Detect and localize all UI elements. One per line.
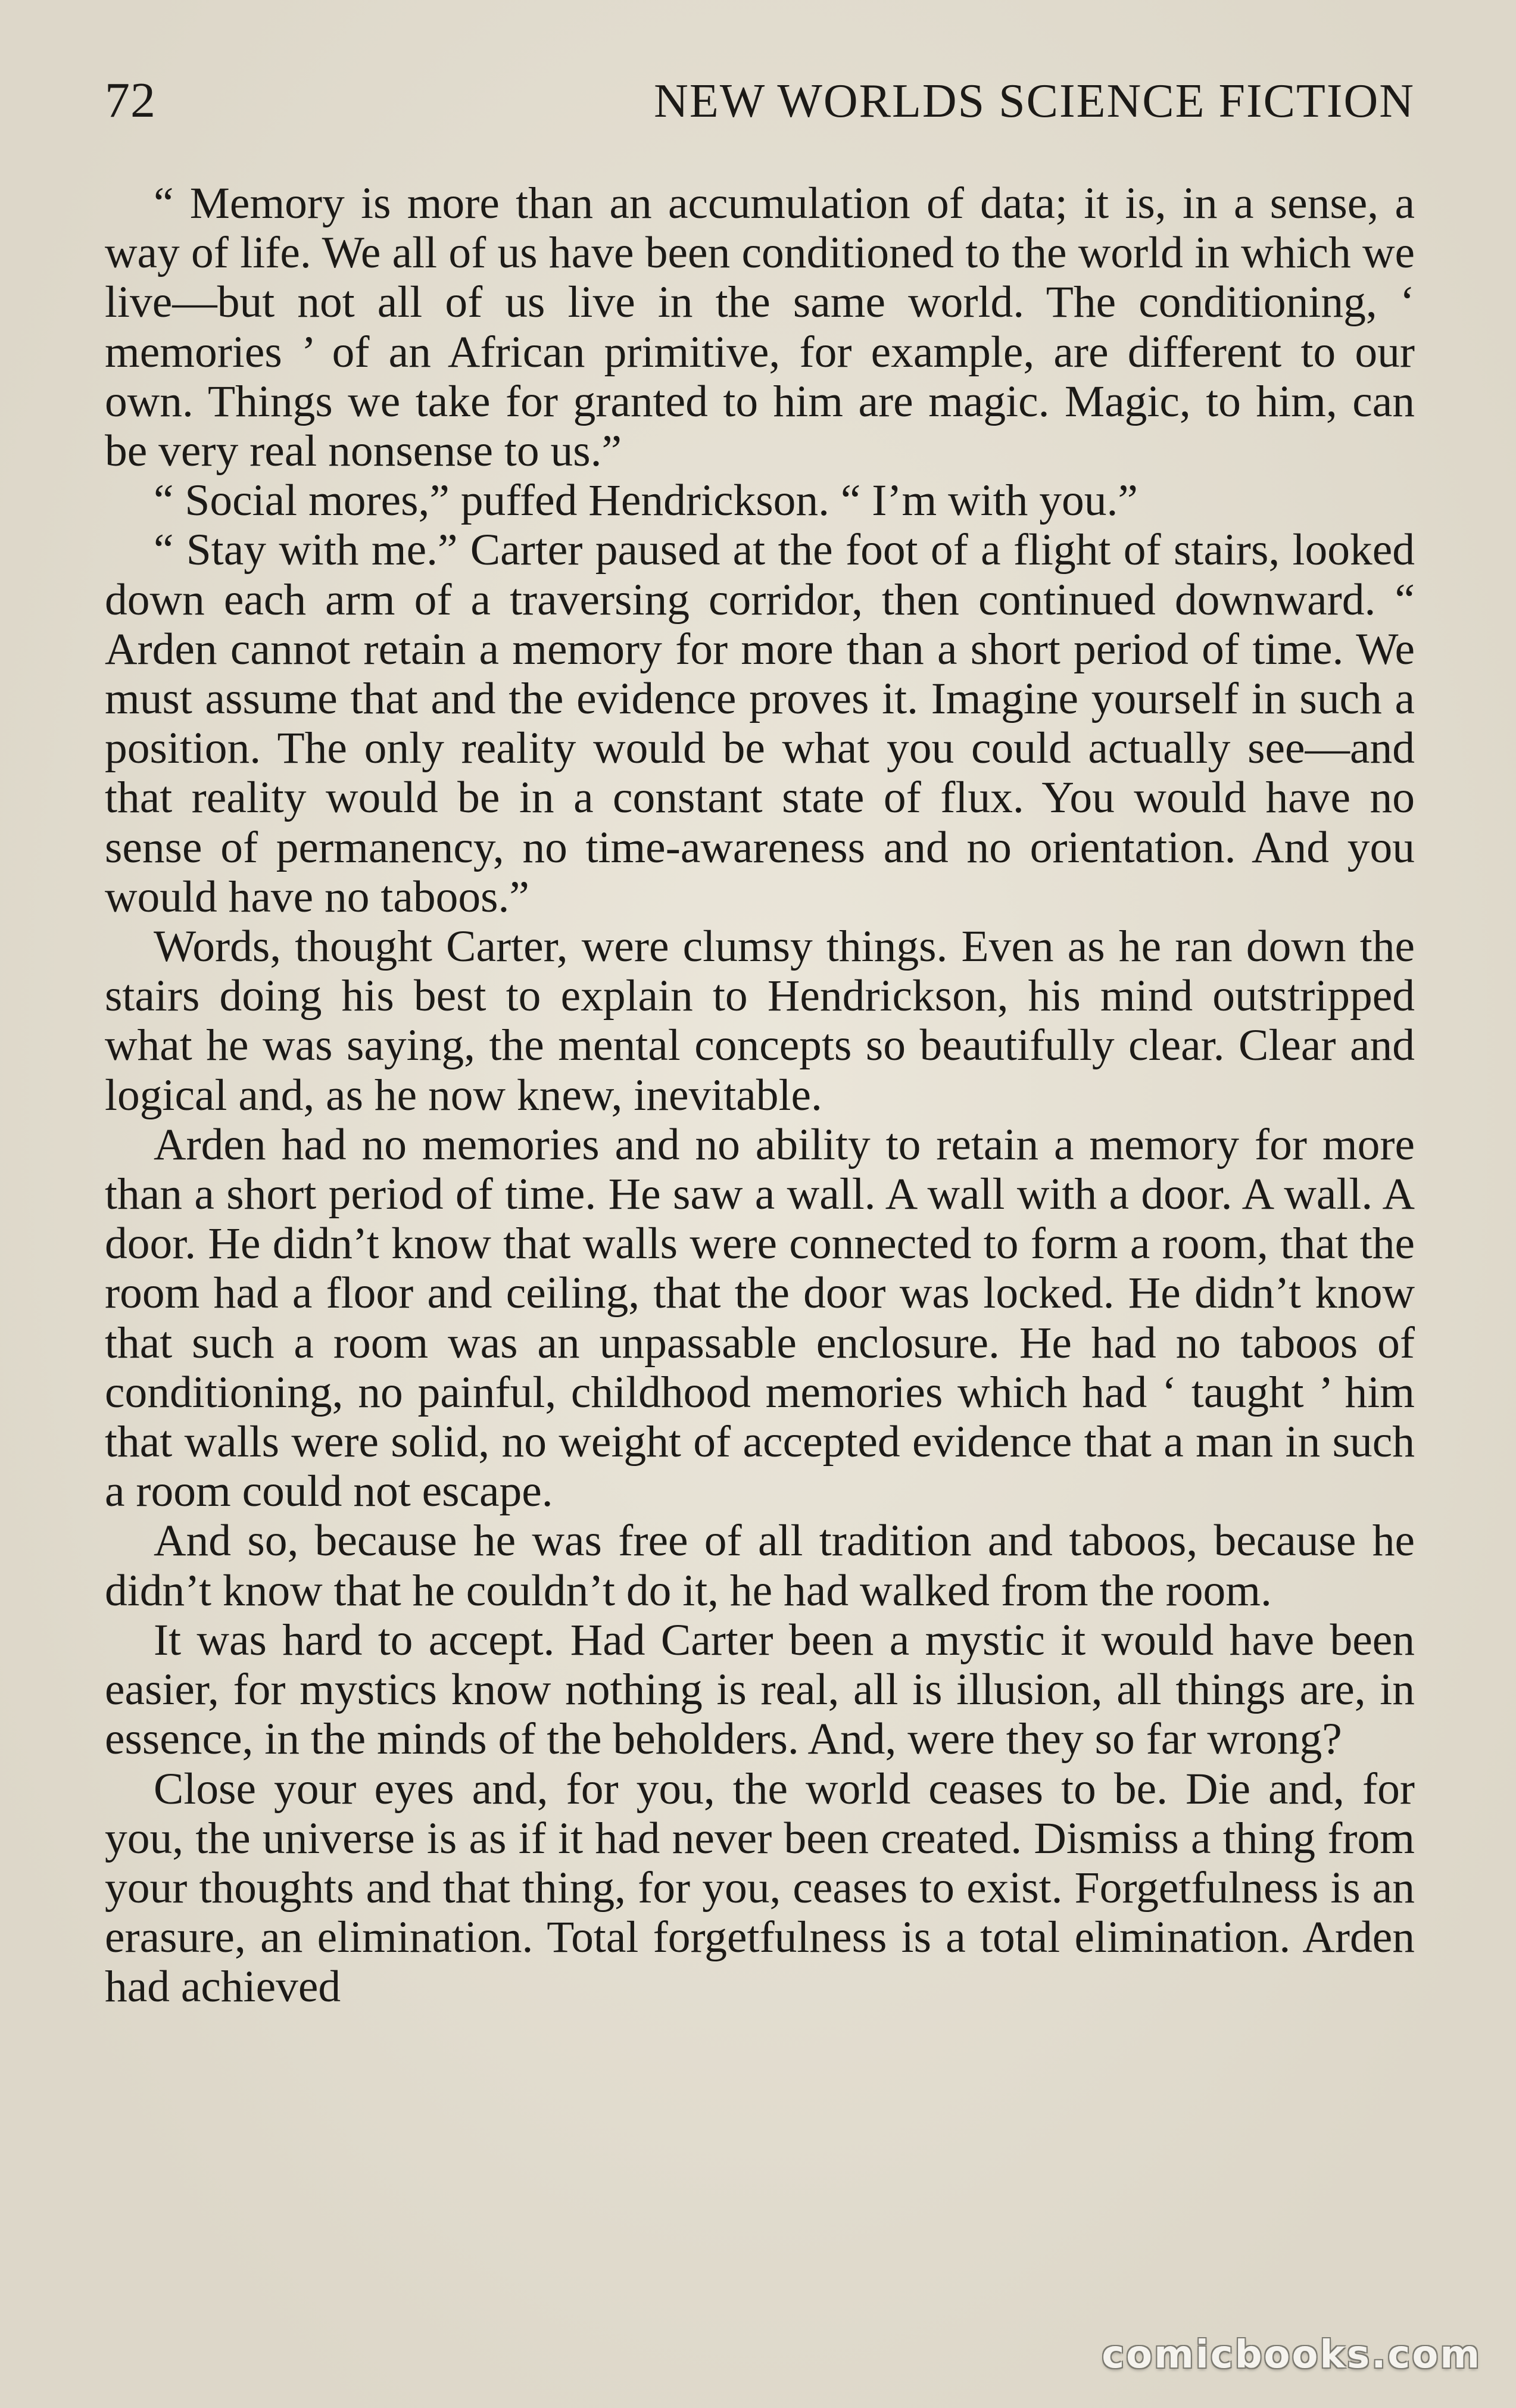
watermark: comicbooks.com xyxy=(1102,2333,1481,2377)
running-head: NEW WORLDS SCIENCE FICTION xyxy=(654,75,1415,127)
paragraph-1: “ Memory is more than an accumulation of data; it is, in a sense, a way of life. We all of us have been conditioned to the world in which we live—but not all of us live in the same world. The conditioning, ‘ memories ’ of an African primitive, for example, are different to our own. Things we take for granted to him are magic. Magic, to him, can be very real nonsense to us.” xyxy=(105,179,1415,476)
page-number: 72 xyxy=(105,73,156,128)
page-header xyxy=(105,71,1415,137)
paragraph-8: Close your eyes and, for you, the world ceases to be. Die and, for you, the universe is as if it had never been created. Dismiss a thing from your thoughts and that thing, for you, ceases to exist. Forgetfulness is an erasure, an elimination. Total forgetfulness is a total elimination. Arden had achieved xyxy=(105,1764,1415,2012)
paragraph-6: And so, because he was free of all tradition and taboos, because he didn’t know that he couldn’t do it, he had walked from the room. xyxy=(105,1516,1415,1615)
paragraph-2: “ Social mores,” puffed Hendrickson. “ I’m with you.” xyxy=(154,476,1138,526)
paragraph-7: It was hard to accept. Had Carter been a mystic it would have been easier, for mystics know nothing is real, all is illusion, all things are, in essence, in the minds of the beholders. And, were they so far wrong? xyxy=(105,1615,1415,1764)
paragraph-4: Words, thought Carter, were clumsy things. Even as he ran down the stairs doing his best to explain to Hendrickson, his mind outstripped what he was saying, the mental concepts so beautifully clear. Clear and logical and, as he now knew, inevitable. xyxy=(105,922,1415,1120)
paragraph-3: “ Stay with me.” Carter paused at the foot of a flight of stairs, looked down each arm of a traversing corridor, then continued downward. “ Arden cannot retain a memory for more than a short period of time. We must assume that and the evidence proves it. Imagine yourself in such a position. The only reality would be what you could actually see—and that reality would be in a constant state of flux. You would have no sense of permanency, no time-awareness and no orientation. And you would have no taboos.” xyxy=(105,525,1415,922)
story-text xyxy=(105,179,1415,2012)
paragraph-5: Arden had no memories and no ability to retain a memory for more than a short period of time. He saw a wall. A wall with a door. A wall. A door. He didn’t know that walls were connected to form a room, that the room had a floor and ceiling, that the door was locked. He didn’t know that such a room was an unpassable enclosure. He had no taboos of conditioning, no painful, childhood memories which had ‘ taught ’ him that walls were solid, no weight of accepted evidence that a man in such a room could not escape. xyxy=(105,1119,1415,1517)
